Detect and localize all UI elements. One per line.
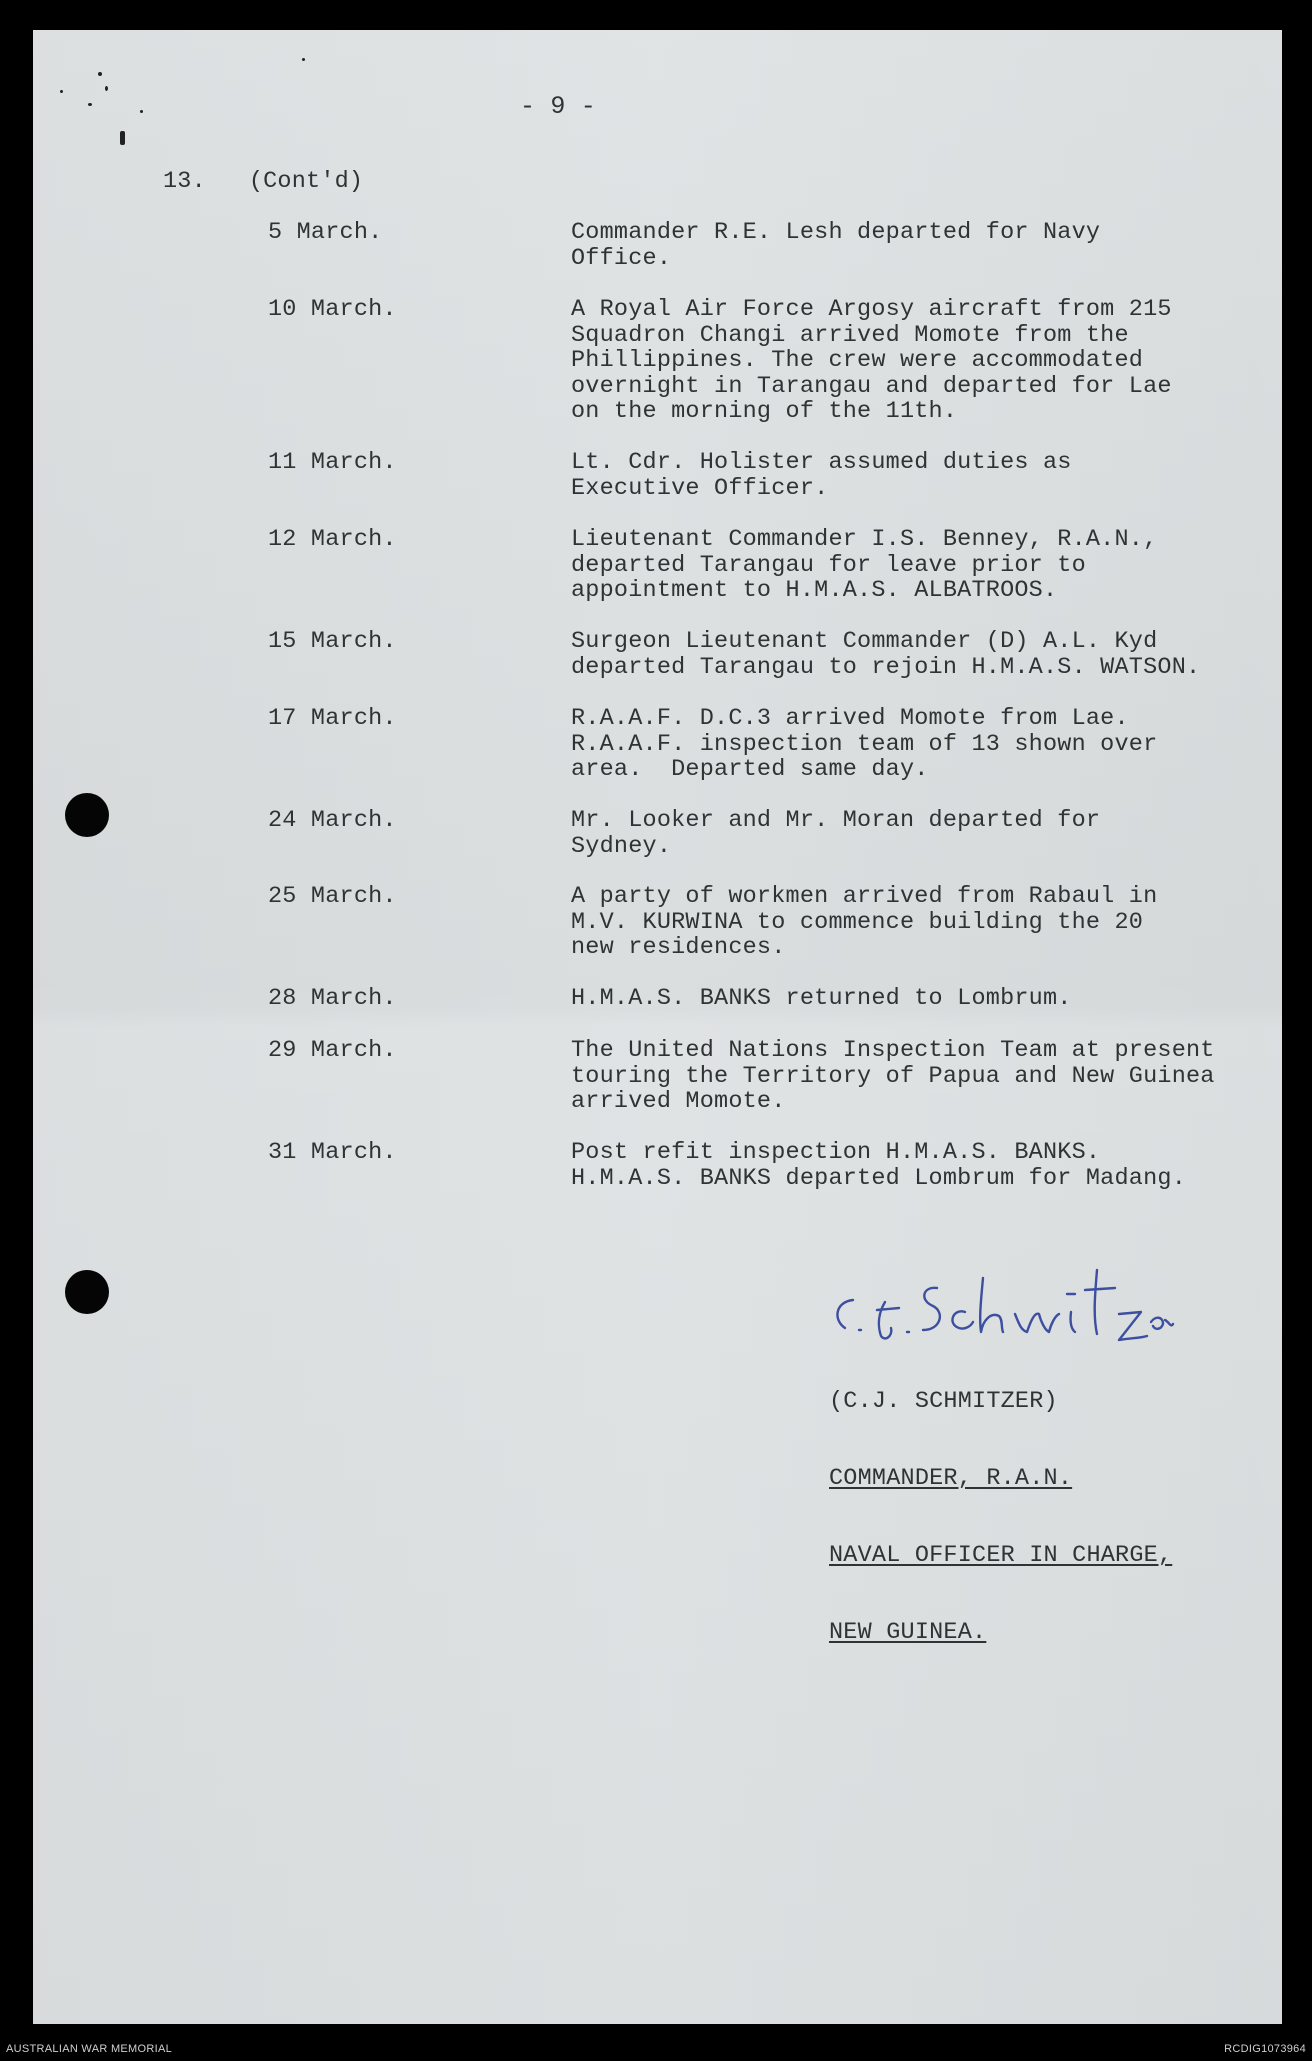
entry-date: 15 March. (268, 628, 397, 655)
paper-speck (98, 72, 102, 76)
entry-date: 31 March. (268, 1139, 397, 1166)
entry-text: Post refit inspection H.M.A.S. BANKS. H.M.A.S. BANKS departed Lombrum for Madang. (571, 1139, 1186, 1192)
paper-speck (120, 131, 125, 145)
entry-text: A party of workmen arrived from Rabaul in M.V. KURWINA to commence building the 20 new residences. (571, 883, 1158, 962)
page-number: - 9 - (520, 92, 597, 121)
paper-speck (302, 58, 305, 61)
paper-speck (60, 90, 63, 93)
signatory-location: NEW GUINEA. (829, 1618, 987, 1646)
signatory-title: NAVAL OFFICER IN CHARGE, (829, 1541, 1173, 1569)
entry-date: 25 March. (268, 883, 397, 910)
entry-date: 5 March. (268, 219, 383, 246)
archive-credit: AUSTRALIAN WAR MEMORIAL (6, 2043, 173, 2055)
entry-text: R.A.A.F. D.C.3 arrived Momote from Lae. R.A.A.F. inspection team of 13 shown over area. Departed same day. (571, 705, 1158, 784)
entry-date: 29 March. (268, 1037, 397, 1064)
punch-hole-lower (65, 1270, 109, 1314)
entry-text: H.M.A.S. BANKS returned to Lombrum. (571, 985, 1072, 1012)
archive-reference: RCDIG1073964 (1224, 2043, 1306, 2055)
entry-date: 12 March. (268, 526, 397, 553)
entry-date: 17 March. (268, 705, 397, 732)
entry-text: Surgeon Lieutenant Commander (D) A.L. Kyd departed Tarangau to rejoin H.M.A.S. WATSON. (571, 628, 1201, 681)
entry-text: Lieutenant Commander I.S. Benney, R.A.N., departed Tarangau for leave prior to appointment to H.M.A.S. ALBATROOS. (571, 526, 1158, 605)
paper-speck (88, 103, 92, 106)
entry-date: 10 March. (268, 296, 397, 323)
entry-text: A Royal Air Force Argosy aircraft from 215 Squadron Changi arrived Momote from the Phillippines. The crew were accommodated overnight in Tarangau and departed for Lae on the morning of the 11th. (571, 296, 1172, 426)
paper-speck (105, 86, 108, 91)
entry-date: 11 March. (268, 449, 397, 476)
paper-speck (140, 110, 143, 113)
entry-text: The United Nations Inspection Team at present touring the Territory of Papua and New Guinea arrived Momote. (571, 1037, 1215, 1116)
entry-text: Mr. Looker and Mr. Moran departed for Sydney. (571, 807, 1101, 860)
entry-text: Commander R.E. Lesh departed for Navy Office. (571, 219, 1101, 272)
entry-text: Lt. Cdr. Holister assumed duties as Executive Officer. (571, 449, 1072, 502)
punch-hole-upper (65, 793, 109, 837)
entry-date: 28 March. (268, 985, 397, 1012)
section-heading: 13. (Cont'd) (163, 168, 364, 195)
signature-block (829, 1338, 1172, 1671)
entry-date: 24 March. (268, 807, 397, 834)
signatory-name: (C.J. SCHMITZER) (829, 1388, 1058, 1416)
signatory-rank: COMMANDER, R.A.N. (829, 1464, 1073, 1492)
